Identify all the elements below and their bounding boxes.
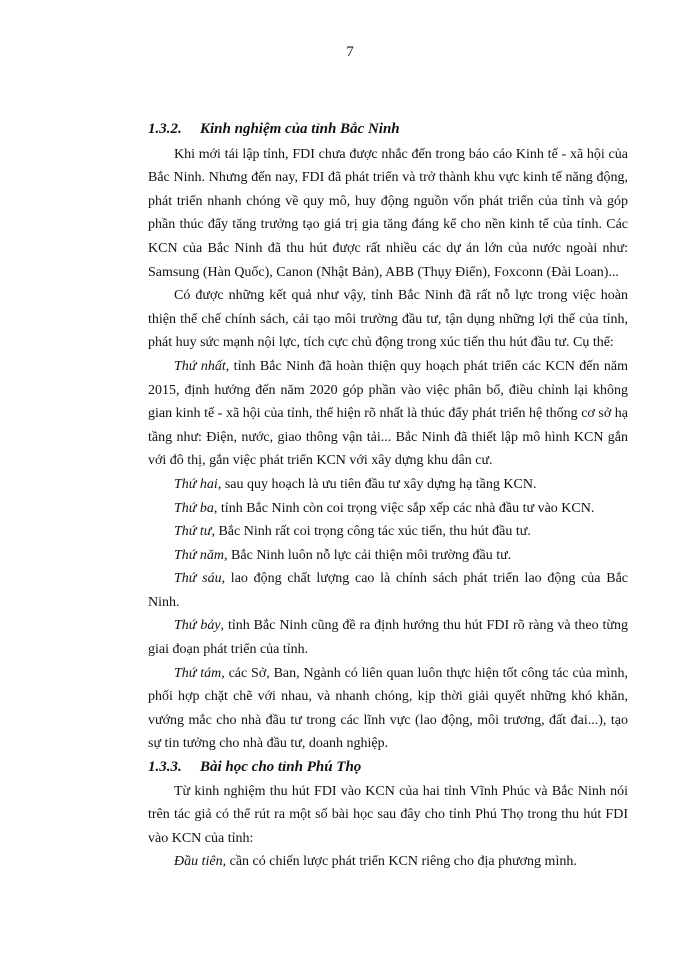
paragraph-text: , tỉnh Bắc Ninh cũng đề ra định hướng thu hút FDI rõ ràng và theo từng giai đoạn phát triển của tỉnh. xyxy=(148,618,628,658)
paragraph-text: Khi mới tái lập tỉnh, FDI chưa được nhắc đến trong báo cáo Kinh tế - xã hội của Bắc Ninh. Nhưng đến nay, FDI đã phát triển và trở thành khu vực kinh tế năng động, phát triển nhanh chóng về quy mô, huy động nguồn vốn phát triển của tỉnh và góp phần thúc đẩy tăng trưởng tạo giá trị gia tăng đáng kể cho nền kinh tế của tỉnh. Các KCN của Bắc Ninh đã thu hút được rất nhiều các dự án lớn của nước ngoài như: Samsung (Hàn Quốc), Canon (Nhật Bản), ABB (Thụy Điển), Foxconn (Đài Loan)... xyxy=(148,146,628,280)
paragraph xyxy=(148,497,628,521)
paragraph xyxy=(148,614,628,661)
section-body-1-3-3 xyxy=(148,780,628,874)
paragraph-lead: Thứ tám xyxy=(174,665,222,681)
page-number: 7 xyxy=(346,44,354,60)
paragraph-text: , Bắc Ninh rất coi trọng công tác xúc tiến, thu hút đầu tư. xyxy=(211,524,531,540)
paragraph-text: , tỉnh Bắc Ninh còn coi trọng việc sắp xếp các nhà đầu tư vào KCN. xyxy=(213,500,595,516)
paragraph-lead: Thứ hai xyxy=(174,476,218,492)
paragraph-text: , Bắc Ninh luôn nỗ lực cải thiện môi trường đầu tư. xyxy=(224,547,512,563)
section-heading-1-3-3 xyxy=(148,756,628,780)
page-content xyxy=(148,118,628,874)
paragraph-text: , lao động chất lượng cao là chính sách phát triển lao động của Bắc Ninh. xyxy=(148,571,628,610)
paragraph xyxy=(148,473,628,497)
paragraph-text: , sau quy hoạch là ưu tiên đầu tư xây dựng hạ tầng KCN. xyxy=(217,476,537,492)
paragraph xyxy=(148,520,628,544)
paragraph-text: , cần có chiến lược phát triển KCN riêng cho địa phương mình. xyxy=(222,854,577,870)
section-heading-1-3-2 xyxy=(148,118,628,142)
section-body-1-3-2 xyxy=(148,143,628,756)
paragraph-lead: Đầu tiên xyxy=(174,854,223,870)
paragraph-lead: Thứ nhất xyxy=(174,358,226,374)
section-title: Kinh nghiệm của tỉnh Bắc Ninh xyxy=(200,121,400,137)
paragraph-lead: Thứ ba xyxy=(174,500,214,516)
paragraph xyxy=(148,143,628,285)
paragraph-lead: Thứ sáu xyxy=(174,571,222,587)
paragraph xyxy=(148,662,628,756)
paragraph xyxy=(148,544,628,568)
paragraph xyxy=(148,567,628,614)
paragraph-lead: Thứ bảy xyxy=(174,618,221,634)
paragraph-text: Có được những kết quả như vậy, tỉnh Bắc Ninh đã rất nỗ lực trong việc hoàn thiện thể chế chính sách, cải tạo môi trường đầu tư, tận dụng những lợi thế của tỉnh, phát huy sức mạnh nội lực, tích cực chủ động trong xúc tiến thu hút đầu tư. Cụ thể: xyxy=(148,288,628,351)
paragraph xyxy=(148,780,628,851)
section-title: Bài học cho tỉnh Phú Thọ xyxy=(200,759,362,776)
section-number: 1.3.2. xyxy=(148,121,182,137)
section-number: 1.3.3. xyxy=(148,759,182,776)
paragraph-lead: Thứ tư xyxy=(174,524,212,540)
paragraph-lead: Thứ năm xyxy=(174,547,225,563)
paragraph-text: Từ kinh nghiệm thu hút FDI vào KCN của hai tỉnh Vĩnh Phúc và Bắc Ninh nói trên tác giả có thể rút ra một số bài học sau đây cho tỉnh Phú Thọ trong thu hút FDI vào KCN của tỉnh: xyxy=(148,783,628,846)
paragraph xyxy=(148,355,628,473)
paragraph xyxy=(148,850,628,874)
paragraph-text: , tỉnh Bắc Ninh đã hoàn thiện quy hoạch phát triển các KCN đến năm 2015, định hướng đến năm 2020 góp phần vào việc phân bổ, điều chỉnh lại không gian kinh tế - xã hội của tỉnh, thể hiện rõ nhất là thúc đẩy phát triển hệ thống cơ sở hạ tầng như: Điện, nước, giao thông vận tải... Bắc Ninh đã thiết lập mô hình KCN gắn với đô thị, gắn việc phát triển KCN với xây dựng khu dân cư. xyxy=(148,358,629,469)
paragraph xyxy=(148,284,628,355)
paragraph-text: , các Sở, Ban, Ngành có liên quan luôn thực hiện tốt công tác của mình, phối hợp chặt chẽ với nhau, và nhanh chóng, kịp thời giải quyết những khó khăn, vướng mắc cho nhà đầu tư trong các lĩnh vực (lao động, môi trương, đất đai...), tạo sự tin tưởng cho nhà đầu tư, doanh nghiệp. xyxy=(148,665,628,752)
